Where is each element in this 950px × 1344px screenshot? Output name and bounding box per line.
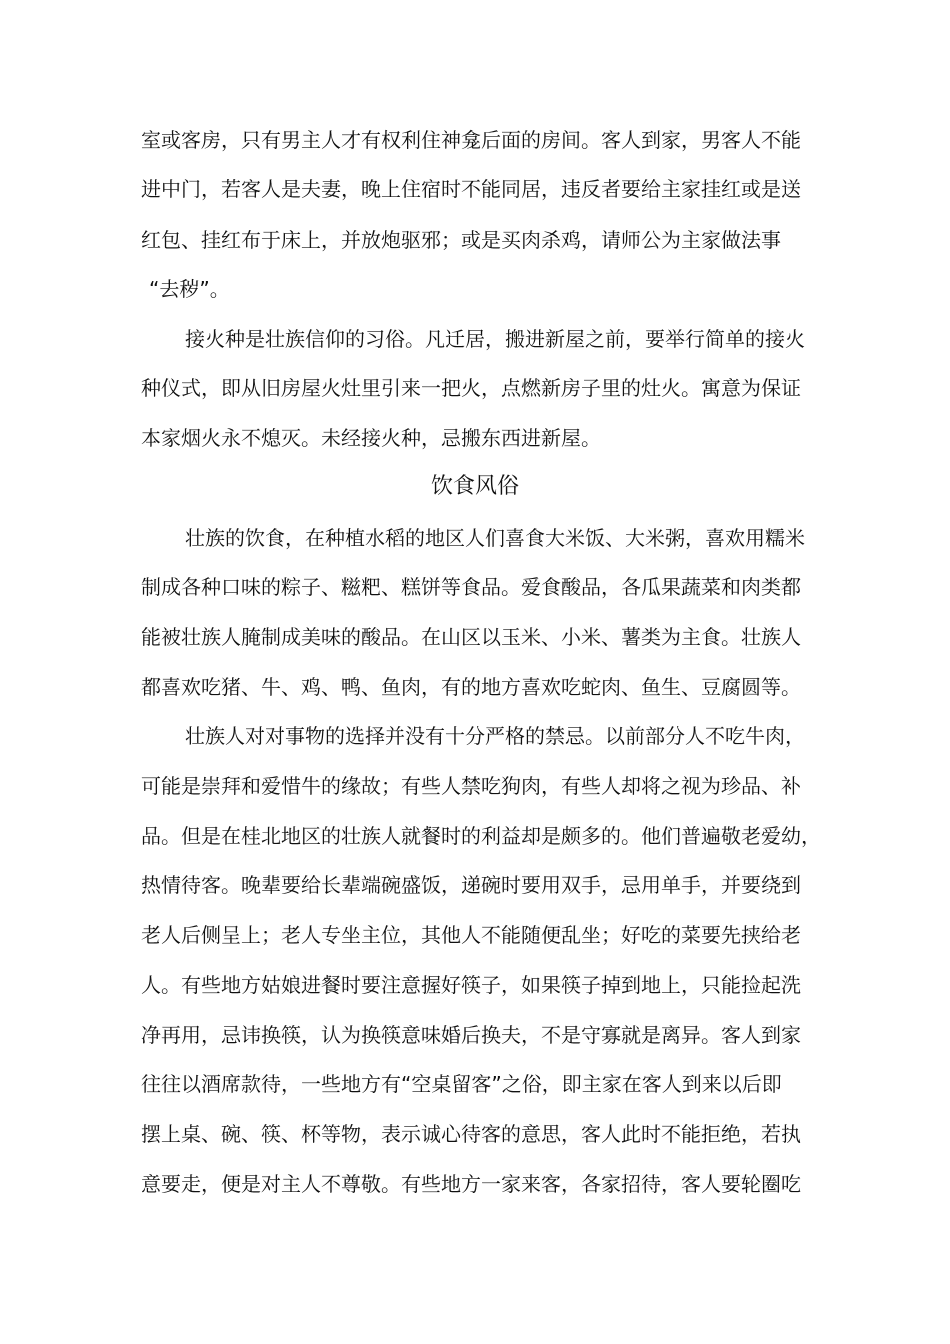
text-line: 品。但是在桂北地区的壮族人就餐时的利益却是颇多的。他们普遍敬老爱幼， — [141, 824, 821, 848]
text-line: 本家烟火永不熄灭。未经接火种，忌搬东西进新屋。 — [141, 426, 601, 450]
text-line: 往往以酒席款待，一些地方有“空桌留客”之俗，即主家在客人到来以后即 — [141, 1072, 782, 1096]
paragraph-start-line: 接火种是壮族信仰的习俗。凡迁居，搬进新屋之前，要举行简单的接火 — [185, 327, 805, 351]
text-line: 都喜欢吃猪、牛、鸡、鸭、鱼肉，有的地方喜欢吃蛇肉、鱼生、豆腐圆等。 — [141, 675, 801, 699]
text-line: 老人后侧呈上；老人专坐主位，其他人不能随便乱坐；好吃的菜要先挟给老 — [141, 923, 801, 947]
text-line: 红包、挂红布于床上，并放炮驱邪；或是买肉杀鸡，请师公为主家做法事 — [141, 228, 781, 252]
text-line: 可能是崇拜和爱惜牛的缘故；有些人禁吃狗肉，有些人却将之视为珍品、补 — [141, 774, 801, 798]
paragraph-start-line: 壮族人对对事物的选择并没有十分严格的禁忌。以前部分人不吃牛肉， — [185, 724, 805, 748]
text-line: 热情待客。晚辈要给长辈端碗盛饭，递碗时要用双手，忌用单手，并要绕到 — [141, 873, 801, 897]
text-line: 摆上桌、碗、筷、杯等物，表示诚心待客的意思，客人此时不能拒绝，若执 — [141, 1122, 801, 1146]
text-line: “去秽”。 — [149, 277, 230, 301]
paragraph-start-line: 壮族的饮食，在种植水稻的地区人们喜食大米饭、大米粥，喜欢用糯米 — [185, 526, 805, 550]
text-line: 净再用，忌讳换筷，认为换筷意味婚后换夫，不是守寡就是离异。客人到家 — [141, 1023, 801, 1047]
text-line: 制成各种口味的粽子、糍粑、糕饼等食品。爱食酸品，各瓜果蔬菜和肉类都 — [141, 575, 801, 599]
text-line: 能被壮族人腌制成美味的酸品。在山区以玉米、小米、薯类为主食。壮族人 — [141, 625, 801, 649]
text-line: 种仪式，即从旧房屋火灶里引来一把火，点燃新房子里的灶火。寓意为保证 — [141, 376, 801, 400]
text-line: 室或客房，只有男主人才有权利住神龛后面的房间。客人到家，男客人不能 — [141, 128, 801, 152]
text-line: 进中门，若客人是夫妻，晚上住宿时不能同居，违反者要给主家挂红或是送 — [141, 177, 801, 201]
text-line: 人。有些地方姑娘进餐时要注意握好筷子，如果筷子掉到地上，只能捡起洗 — [141, 973, 801, 997]
section-heading: 饮食风俗 — [430, 474, 519, 499]
text-line: 意要走，便是对主人不尊敬。有些地方一家来客，各家招待，客人要轮圈吃 — [141, 1172, 801, 1196]
